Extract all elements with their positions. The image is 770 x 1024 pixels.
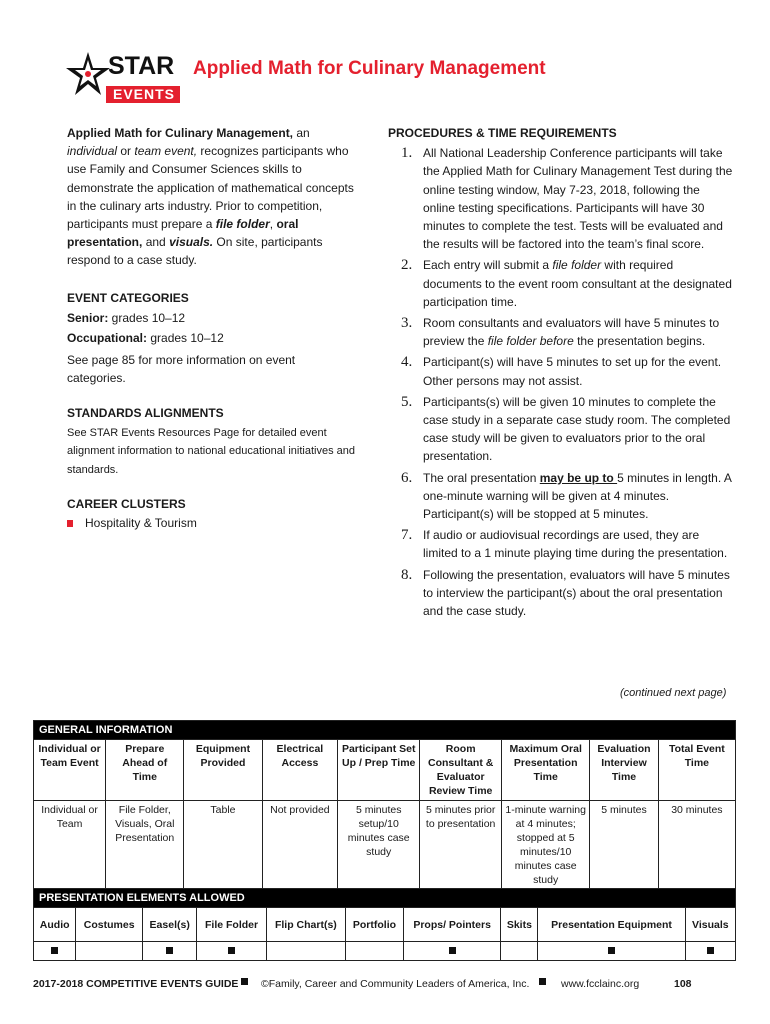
- table-header: Participant Set Up / Prep Time: [338, 740, 420, 801]
- table-row: [34, 801, 736, 890]
- item-number: 5.: [401, 393, 413, 410]
- table-header: Total Event Time: [658, 740, 735, 801]
- allowed-mark-icon: [449, 947, 456, 954]
- table-header: File Folder: [197, 908, 266, 942]
- allowed-mark-icon: [51, 947, 58, 954]
- intro-file-folder: file folder: [215, 217, 270, 232]
- presentation-elements-table: [33, 888, 736, 961]
- procedures-list: [388, 144, 733, 620]
- item-text: The oral presentation: [423, 470, 540, 485]
- item-text: 5 minutes in length. A one-minute warning will be given at 4 minutes. Participant(s) will be stopped at 5 minutes.: [423, 470, 732, 522]
- intro-lead: Applied Math for Culinary Management,: [67, 126, 294, 140]
- table-cell: Individual or Team: [34, 801, 106, 890]
- table-header: Props/ Pointers: [403, 908, 501, 942]
- footer-guide: 2017-2018 COMPETITIVE EVENTS GUIDE: [33, 978, 239, 990]
- table-header: Audio: [34, 908, 76, 942]
- table-header-row: [34, 740, 736, 801]
- table-header: Easel(s): [142, 908, 197, 942]
- table-cell: 30 minutes: [658, 801, 735, 890]
- table-header: Presentation Equipment: [538, 908, 685, 942]
- table-header: Evaluation Interview Time: [590, 740, 659, 801]
- table-cell: 5 minutes setup/10 minutes case study: [338, 801, 420, 890]
- intro-text: On site, participants respond to a case study.: [67, 235, 323, 268]
- list-item: [388, 469, 733, 524]
- footer-site[interactable]: www.fcclainc.org: [561, 978, 640, 990]
- table-header: Individual or Team Event: [34, 740, 106, 801]
- intro-paragraph: [67, 124, 357, 270]
- allowed-mark-icon: [166, 947, 173, 954]
- item-italic: file folder: [552, 258, 602, 273]
- career-heading: CAREER CLUSTERS: [67, 497, 186, 512]
- list-item: [388, 314, 733, 350]
- allowed-cell: [346, 942, 404, 961]
- career-clusters: [67, 495, 357, 531]
- logo-star-text: STAR: [108, 52, 175, 80]
- standards-heading: STANDARDS ALIGNMENTS: [67, 405, 224, 420]
- intro-text: recognizes participants who use Family and Consumer Sciences skills to demonstrate the application of mathematical concepts in the culinary arts industry. Prior to competition, participants must prepare a: [67, 144, 354, 232]
- table-header: Prepare Ahead of Time: [106, 740, 184, 801]
- intro-text: an: [293, 126, 310, 140]
- allowed-cell: [34, 942, 76, 961]
- separator-icon: [241, 978, 248, 985]
- table-header: Skits: [501, 908, 538, 942]
- table-cell: 1-minute warning at 4 minutes; stopped at 5 minutes/10 minutes case study: [502, 801, 590, 890]
- procedures-heading: PROCEDURES & TIME REQUIREMENTS: [388, 126, 617, 140]
- bullet-icon: [67, 520, 73, 527]
- item-number: 8.: [401, 566, 413, 583]
- list-item: [388, 256, 733, 311]
- item-number: 7.: [401, 527, 413, 544]
- senior-label: Senior:: [67, 310, 109, 325]
- intro-team: team event,: [134, 144, 198, 159]
- allowed-row: [34, 942, 736, 961]
- event-categories: [67, 289, 357, 388]
- page-number: 108: [674, 978, 692, 990]
- allowed-cell: [142, 942, 197, 961]
- table-header: Visuals: [685, 908, 735, 942]
- item-text: If audio or audiovisual recordings are used, they are limited to a 1 minute playing time during the presentation.: [423, 528, 728, 561]
- intro-text: or: [117, 144, 135, 159]
- table-header: Flip Chart(s): [266, 908, 345, 942]
- item-text: Participant(s) will have 5 minutes to set up for the event. Other persons may not assist.: [423, 355, 722, 388]
- left-column: [67, 124, 357, 532]
- list-item: [388, 566, 733, 621]
- standards-text: See STAR Events Resources Page for detailed event alignment information to national educational initiatives and standards.: [67, 426, 356, 476]
- table-header: Maximum Oral Presentation Time: [502, 740, 590, 801]
- list-item: [388, 393, 733, 466]
- categories-note: See page 85 for more information on event categories.: [67, 353, 296, 386]
- senior-value: grades 10–12: [108, 310, 186, 325]
- allowed-cell: [501, 942, 538, 961]
- item-number: 4.: [401, 354, 413, 371]
- allowed-mark-icon: [608, 947, 615, 954]
- item-number: 1.: [401, 145, 413, 162]
- allowed-cell: [403, 942, 501, 961]
- allowed-cell: [76, 942, 143, 961]
- page-title: Applied Math for Culinary Management: [193, 58, 546, 79]
- career-item: Hospitality & Tourism: [85, 515, 197, 530]
- general-info-table: [33, 720, 736, 890]
- table-cell: Not provided: [262, 801, 338, 890]
- allowed-mark-icon: [707, 947, 714, 954]
- separator-icon: [539, 978, 546, 985]
- intro-visuals: visuals.: [169, 235, 214, 250]
- presentation-elements-title: PRESENTATION ELEMENTS ALLOWED: [34, 889, 736, 908]
- item-underlined: may be up to: [539, 470, 618, 485]
- item-text: All National Leadership Conference participants will take the Applied Math for Culinary Management Test during the online testing window, May 7-23, 2018, following the online testing specifications. Participants will have 30 minutes to complete the test. Tests will be evaluated and the results will be factored into the team’s final score.: [423, 146, 733, 252]
- procedures-section: [388, 124, 733, 623]
- item-text: Each entry will submit a: [423, 258, 553, 273]
- table-cell: 5 minutes prior to presentation: [420, 801, 502, 890]
- continued-note: (continued next page): [620, 687, 727, 699]
- allowed-mark-icon: [228, 947, 235, 954]
- allowed-cell: [266, 942, 345, 961]
- table-cell: File Folder, Visuals, Oral Presentation: [106, 801, 184, 890]
- item-text: Following the presentation, evaluators will have 5 minutes to interview the participant(s) about the oral presentation and the case study.: [423, 567, 730, 619]
- standards-section: [67, 404, 357, 480]
- item-number: 2.: [401, 257, 413, 274]
- item-text: with required documents to the event room consultant at the designated participation time.: [423, 258, 732, 309]
- table-cell: 5 minutes: [590, 801, 659, 890]
- star-events-logo: [66, 50, 182, 108]
- item-italic: file folder before: [487, 334, 574, 349]
- general-info-title: GENERAL INFORMATION: [34, 721, 736, 740]
- table-header: Equipment Provided: [184, 740, 262, 801]
- allowed-cell: [685, 942, 735, 961]
- table-header: Portfolio: [346, 908, 404, 942]
- intro-text: ,: [269, 217, 277, 232]
- list-item: [388, 353, 733, 389]
- item-text: Room consultants and evaluators will have 5 minutes to preview the: [423, 316, 720, 349]
- allowed-cell: [538, 942, 685, 961]
- logo-events-text: EVENTS: [113, 86, 176, 102]
- intro-oral: oral presentation,: [67, 217, 299, 250]
- allowed-cell: [197, 942, 266, 961]
- occupational-value: grades 10–12: [147, 331, 224, 346]
- item-number: 6.: [401, 469, 413, 486]
- footer-copyright: ©Family, Career and Community Leaders of America, Inc.: [261, 978, 530, 990]
- event-categories-heading: EVENT CATEGORIES: [67, 290, 189, 305]
- table-header: Electrical Access: [262, 740, 338, 801]
- occupational-label: Occupational:: [67, 331, 148, 346]
- list-item: [388, 144, 733, 253]
- table-header: Room Consultant & Evaluator Review Time: [420, 740, 502, 801]
- table-header-row: [34, 908, 736, 942]
- list-item: [388, 526, 733, 562]
- item-number: 3.: [401, 315, 413, 332]
- item-text: the presentation begins.: [573, 334, 706, 349]
- intro-text: and: [142, 235, 170, 250]
- item-text: Participants(s) will be given 10 minutes to complete the case study in a separate case study room. The completed case study will be given to evaluators prior to the oral presentation.: [423, 394, 731, 464]
- table-header: Costumes: [76, 908, 143, 942]
- table-cell: Table: [184, 801, 262, 890]
- intro-individual: individual: [67, 144, 118, 159]
